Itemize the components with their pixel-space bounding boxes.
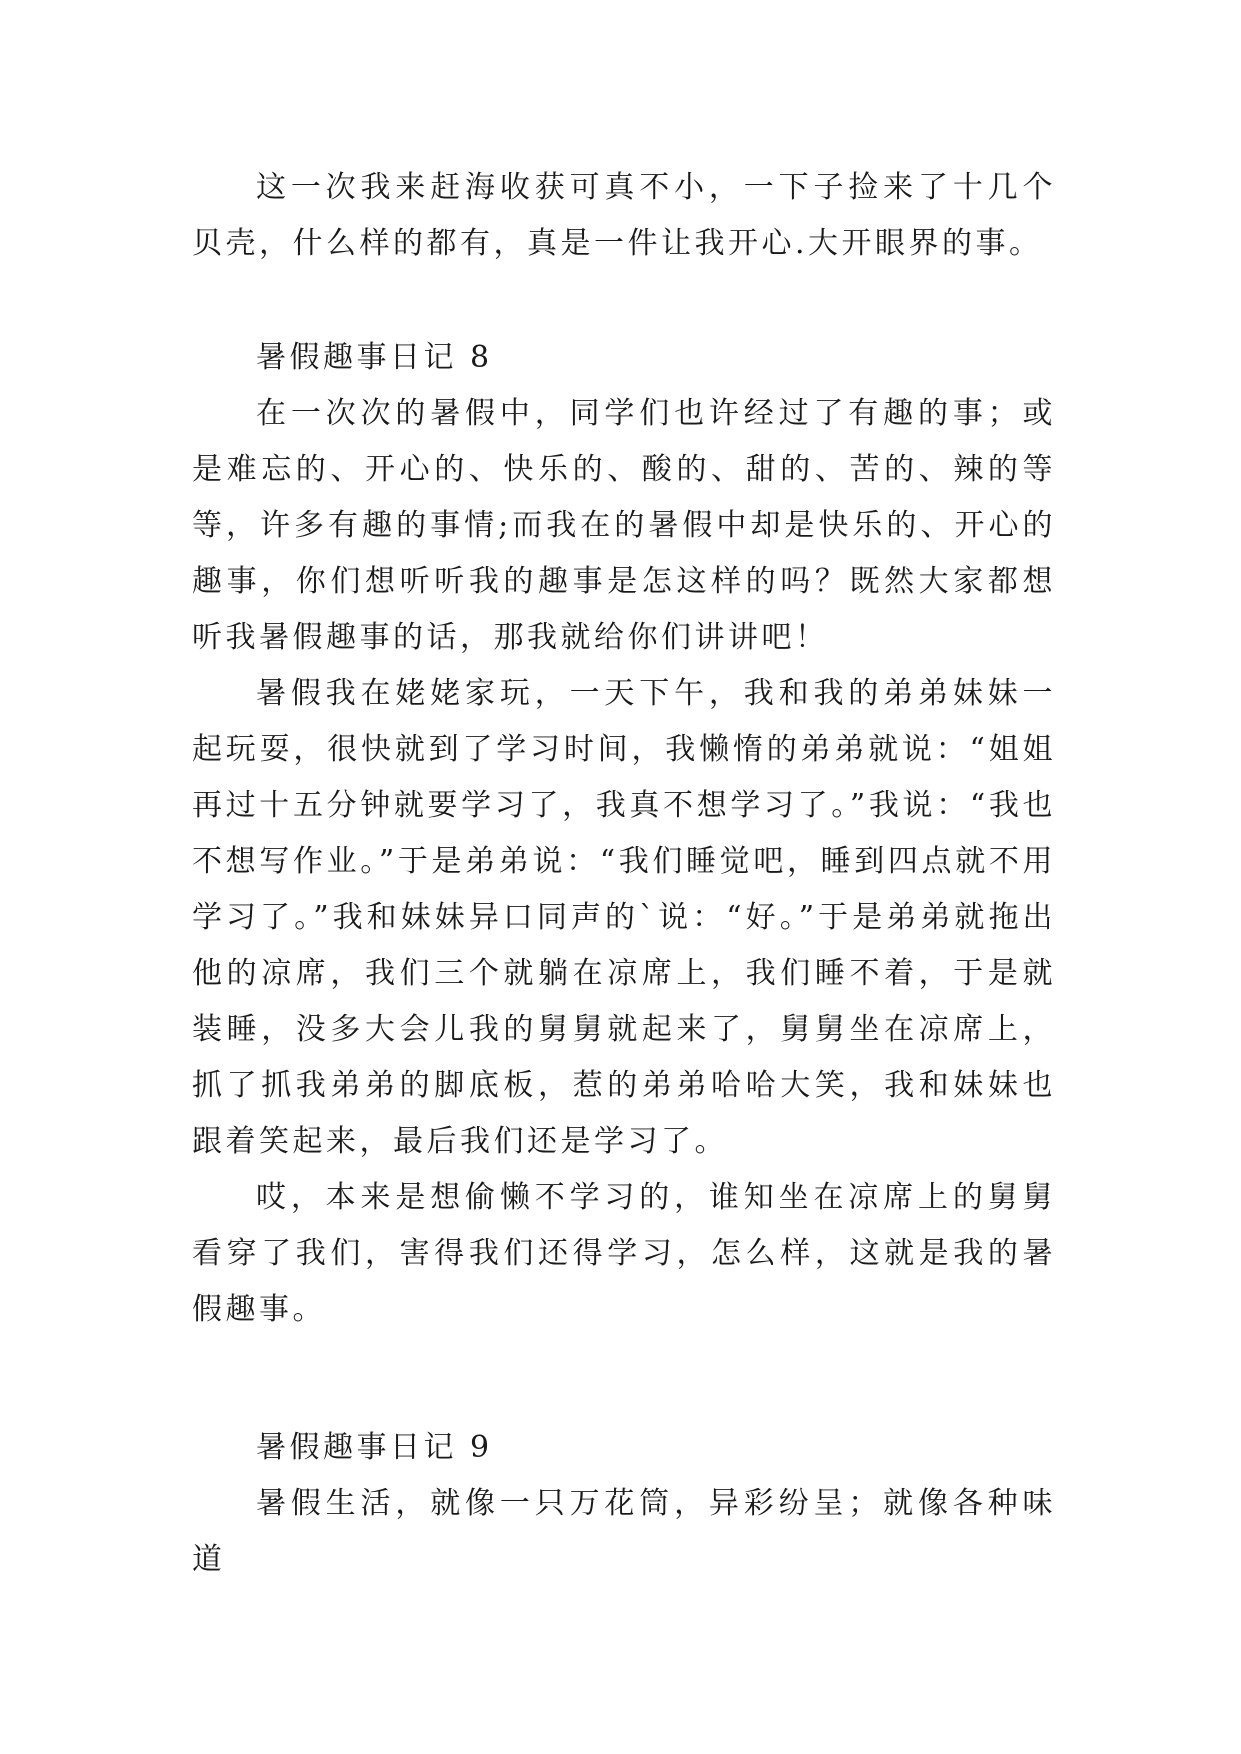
document-body bbox=[192, 160, 1056, 1588]
paragraph-9-1: 暑假生活，就像一只万花筒，异彩纷呈；就像各种味道 bbox=[192, 1486, 1056, 1577]
section-heading-9: 暑假趣事日记 9 bbox=[256, 1430, 493, 1465]
paragraph-8-3: 哎，本来是想偷懒不学习的，谁知坐在凉席上的舅舅看穿了我们，害得我们还得学习，怎么样，这就是我的暑假趣事。 bbox=[192, 1180, 1056, 1327]
paragraph-8-1: 在一次次的暑假中，同学们也许经过了有趣的事；或是难忘的、开心的、快乐的、酸的、甜的、苦的、辣的等等，许多有趣的事情;而我在的暑假中却是快乐的、开心的趣事，你们想听听我的趣事是怎这样的吗？既然大家都想听我暑假趣事的话，那我就给你们讲讲吧！ bbox=[192, 396, 1056, 655]
spacer bbox=[192, 272, 1056, 330]
paragraph-intro: 这一次我来赶海收获可真不小，一下子捡来了十几个贝壳，什么样的都有，真是一件让我开心.大开眼界的事。 bbox=[192, 170, 1056, 261]
spacer bbox=[192, 1338, 1056, 1420]
section-heading-8: 暑假趣事日记 8 bbox=[256, 340, 493, 375]
paragraph-8-2: 暑假我在姥姥家玩，一天下午，我和我的弟弟妹妹一起玩耍，很快就到了学习时间，我懒惰的弟弟就说：“姐姐再过十五分钟就要学习了，我真不想学习了。”我说：“我也不想写作业。”于是弟弟说：“我们睡觉吧，睡到四点就不用学习了。”我和妹妹异口同声的`说：“好。”于是弟弟就拖出他的凉席，我们三个就躺在凉席上，我们睡不着，于是就装睡，没多大会儿我的舅舅就起来了，舅舅坐在凉席上，抓了抓我弟弟的脚底板，惹的弟弟哈哈大笑，我和妹妹也跟着笑起来，最后我们还是学习了。 bbox=[192, 676, 1056, 1159]
